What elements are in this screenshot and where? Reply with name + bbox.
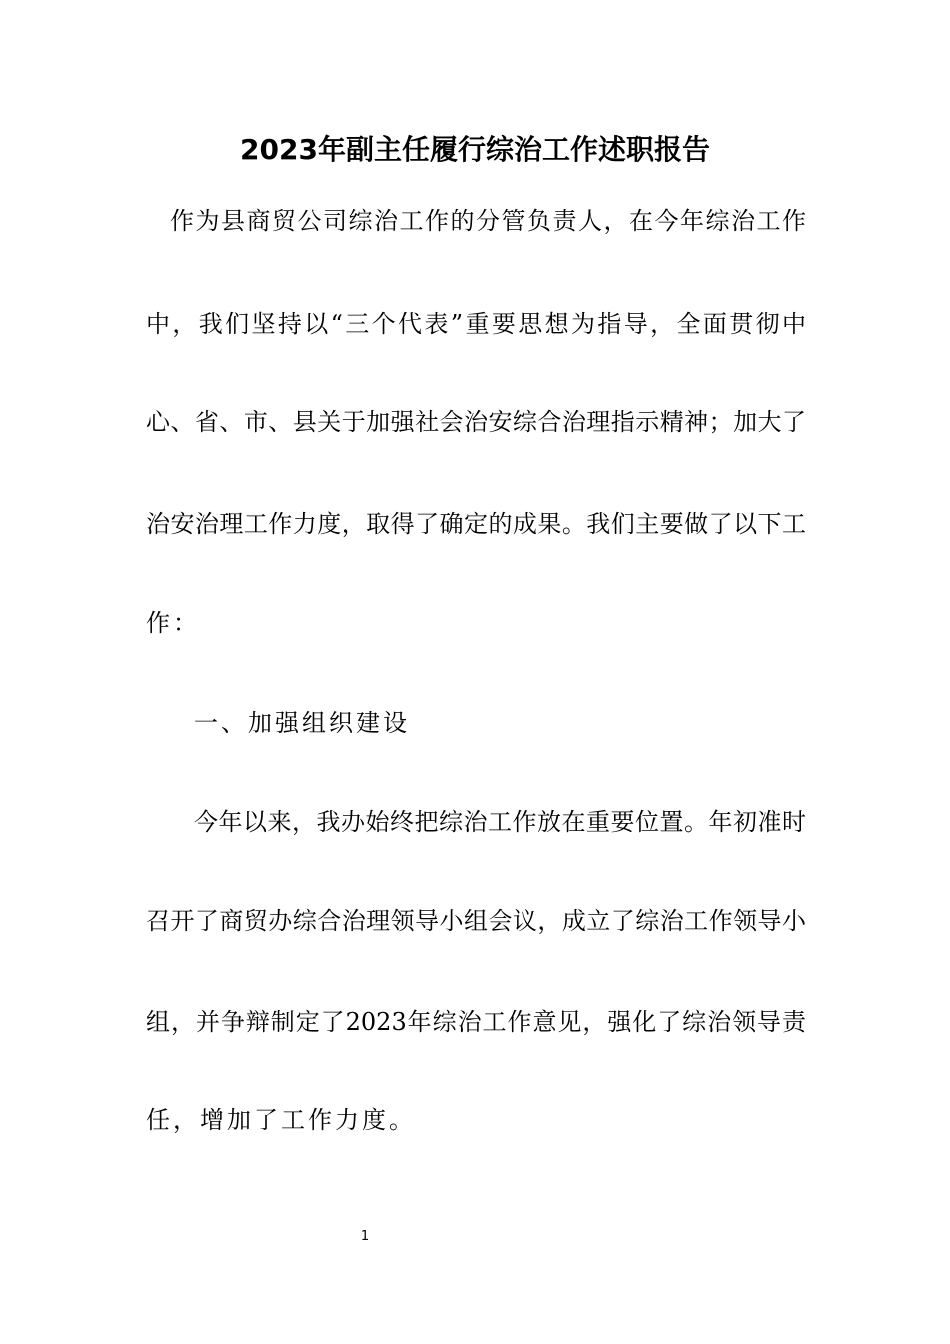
paragraph-1-line-5: 作： bbox=[146, 609, 200, 637]
document-title: 2023年副主任履行综治工作述职报告 bbox=[240, 133, 710, 166]
paragraph-2-line-4: 任，增加了工作力度。 bbox=[146, 1106, 416, 1134]
paragraph-2-line-3: 组，并争辩制定了2023年综治工作意见，强化了综治领导责 bbox=[146, 1008, 806, 1036]
paragraph-1-line-3: 心、省、市、县关于加强社会治安综合治理指示精神；加大了 bbox=[146, 408, 806, 436]
page-number: 1 bbox=[360, 1229, 370, 1244]
paragraph-1-line-1: 作为县商贸公司综治工作的分管负责人，在今年综治工作 bbox=[170, 207, 806, 235]
section-1-heading: 一、加强组织建设 bbox=[194, 709, 410, 737]
paragraph-2-line-1: 今年以来，我办始终把综治工作放在重要位置。年初准时 bbox=[194, 808, 806, 836]
paragraph-1-line-4: 治安治理工作力度，取得了确定的成果。我们主要做了以下工 bbox=[146, 510, 806, 538]
paragraph-1-line-2: 中，我们坚持以“三个代表”重要思想为指导，全面贯彻中 bbox=[146, 310, 806, 338]
paragraph-2-line-2: 召开了商贸办综合治理领导小组会议，成立了综治工作领导小 bbox=[146, 907, 806, 935]
